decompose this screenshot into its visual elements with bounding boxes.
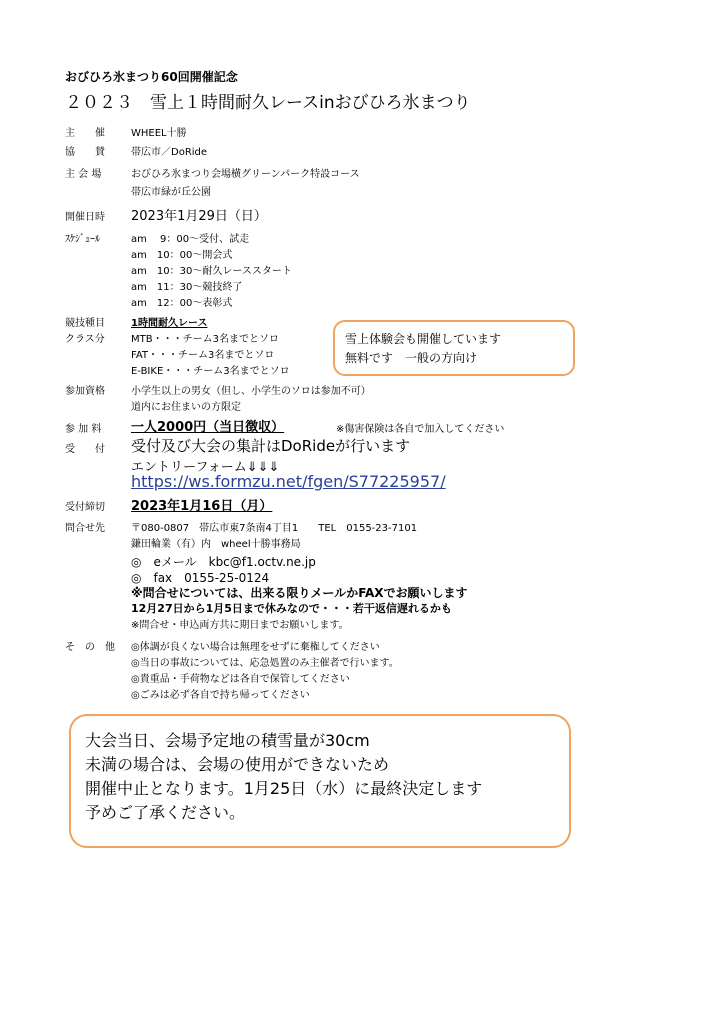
eligibility-line: 道内にお住まいの方限定 xyxy=(131,402,241,413)
event-type-value: 1時間耐久レース xyxy=(131,318,208,329)
schedule-item: am 11：30～競技終了 xyxy=(131,282,243,293)
fee-note: ※傷害保険は各自で加入してください xyxy=(336,424,505,435)
contact-note: 12月27日から1月5日まで休みなので・・・若干返信遅れるかも xyxy=(131,602,452,615)
sponsor-value: 帯広市／DoRide xyxy=(131,147,208,158)
other-item: ◎ごみは必ず各自で持ち帰ってください xyxy=(131,690,310,701)
snow-trial-note xyxy=(333,320,575,376)
notice-line: 予めご了承ください。 xyxy=(85,803,246,822)
classes-label: クラス分 xyxy=(65,334,105,345)
other-item: ◎貴重品・手荷物などは各自で保管してください xyxy=(131,674,350,685)
deadline-value: 2023年1月16日（月） xyxy=(131,499,273,514)
contact-fax: ◎ fax 0155-25-0124 xyxy=(131,571,270,585)
sponsor-label: 協 賛 xyxy=(65,147,105,158)
schedule-item: am 12：00～表彰式 xyxy=(131,298,233,309)
trial-note-line: 無料です 一般の方向け xyxy=(345,351,478,365)
entry-form-link[interactable]: https://ws.formzu.net/fgen/S77225957/ xyxy=(131,472,446,491)
fee-label: 参 加 料 xyxy=(65,424,102,435)
event-title: ２０２３ 雪上１時間耐久レースinおびひろ氷まつり xyxy=(65,93,471,113)
notice-line: 未満の場合は、会場の使用ができないため xyxy=(85,755,390,774)
other-item: ◎当日の事故については、応急処置のみ主催者で行います。 xyxy=(131,658,399,669)
event-type-label: 競技種目 xyxy=(65,318,105,329)
class-item: FAT・・・チーム3名までとソロ xyxy=(131,350,275,361)
class-item: MTB・・・チーム3名までとソロ xyxy=(131,334,279,345)
venue-line: 帯広市緑が丘公園 xyxy=(131,187,211,198)
cancellation-notice xyxy=(69,714,571,848)
contact-note: ※問合せについては、出来る限りメールかFAXでお願いします xyxy=(131,586,468,600)
contact-label: 問合せ先 xyxy=(65,523,105,534)
organizer-label: 主 催 xyxy=(65,128,105,139)
venue-line: おびひろ氷まつり会場横グリーンパーク特設コース xyxy=(131,169,360,180)
fee-value: 一人2000円（当日徴収） xyxy=(131,420,285,435)
event-subtitle: おびひろ氷まつり60回開催記念 xyxy=(65,70,238,84)
schedule-item: am 10：30～耐久レーススタート xyxy=(131,266,292,277)
date-label: 開催日時 xyxy=(65,212,105,223)
eligibility-line: 小学生以上の男女（但し、小学生のソロは参加不可） xyxy=(131,386,371,397)
contact-address: 〒080-0807 帯広市東7条南4丁目1 TEL 0155-23-7101 xyxy=(131,523,418,534)
deadline-label: 受付締切 xyxy=(65,502,105,513)
organizer-value: WHEEL十勝 xyxy=(131,128,187,139)
notice-line: 開催中止となります。1月25日（水）に最終決定します xyxy=(85,779,483,798)
trial-note-line: 雪上体験会も開催しています xyxy=(345,332,502,346)
schedule-item: am 9：00～受付、試走 xyxy=(131,234,250,245)
eligibility-label: 参加資格 xyxy=(65,386,105,397)
schedule-item: am 10：00～開会式 xyxy=(131,250,233,261)
notice-line: 大会当日、会場予定地の積雪量が30cm xyxy=(85,731,370,750)
registration-line: 受付及び大会の集計はDoRideが行います xyxy=(131,437,411,455)
venue-label: 主 会 場 xyxy=(65,169,102,180)
class-item: E-BIKE・・・チーム3名までとソロ xyxy=(131,366,290,377)
contact-email[interactable]: ◎ eメール kbc@f1.octv.ne.jp xyxy=(131,555,316,569)
schedule-label: ｽｹｼﾞｭｰﾙ xyxy=(65,234,100,245)
contact-note: ※問合せ・申込両方共に期日までお願いします。 xyxy=(131,620,349,631)
date-value: 2023年1月29日（日） xyxy=(131,209,267,224)
registration-label: 受 付 xyxy=(65,444,105,455)
other-item: ◎体調が良くない場合は無理をせずに棄権してください xyxy=(131,642,380,653)
entry-form-label: エントリーフォーム⇓⇓⇓ xyxy=(131,460,280,475)
contact-org: 鎌田輪業（有）内 wheel十勝事務局 xyxy=(131,539,301,550)
other-label: そ の 他 xyxy=(65,642,115,653)
